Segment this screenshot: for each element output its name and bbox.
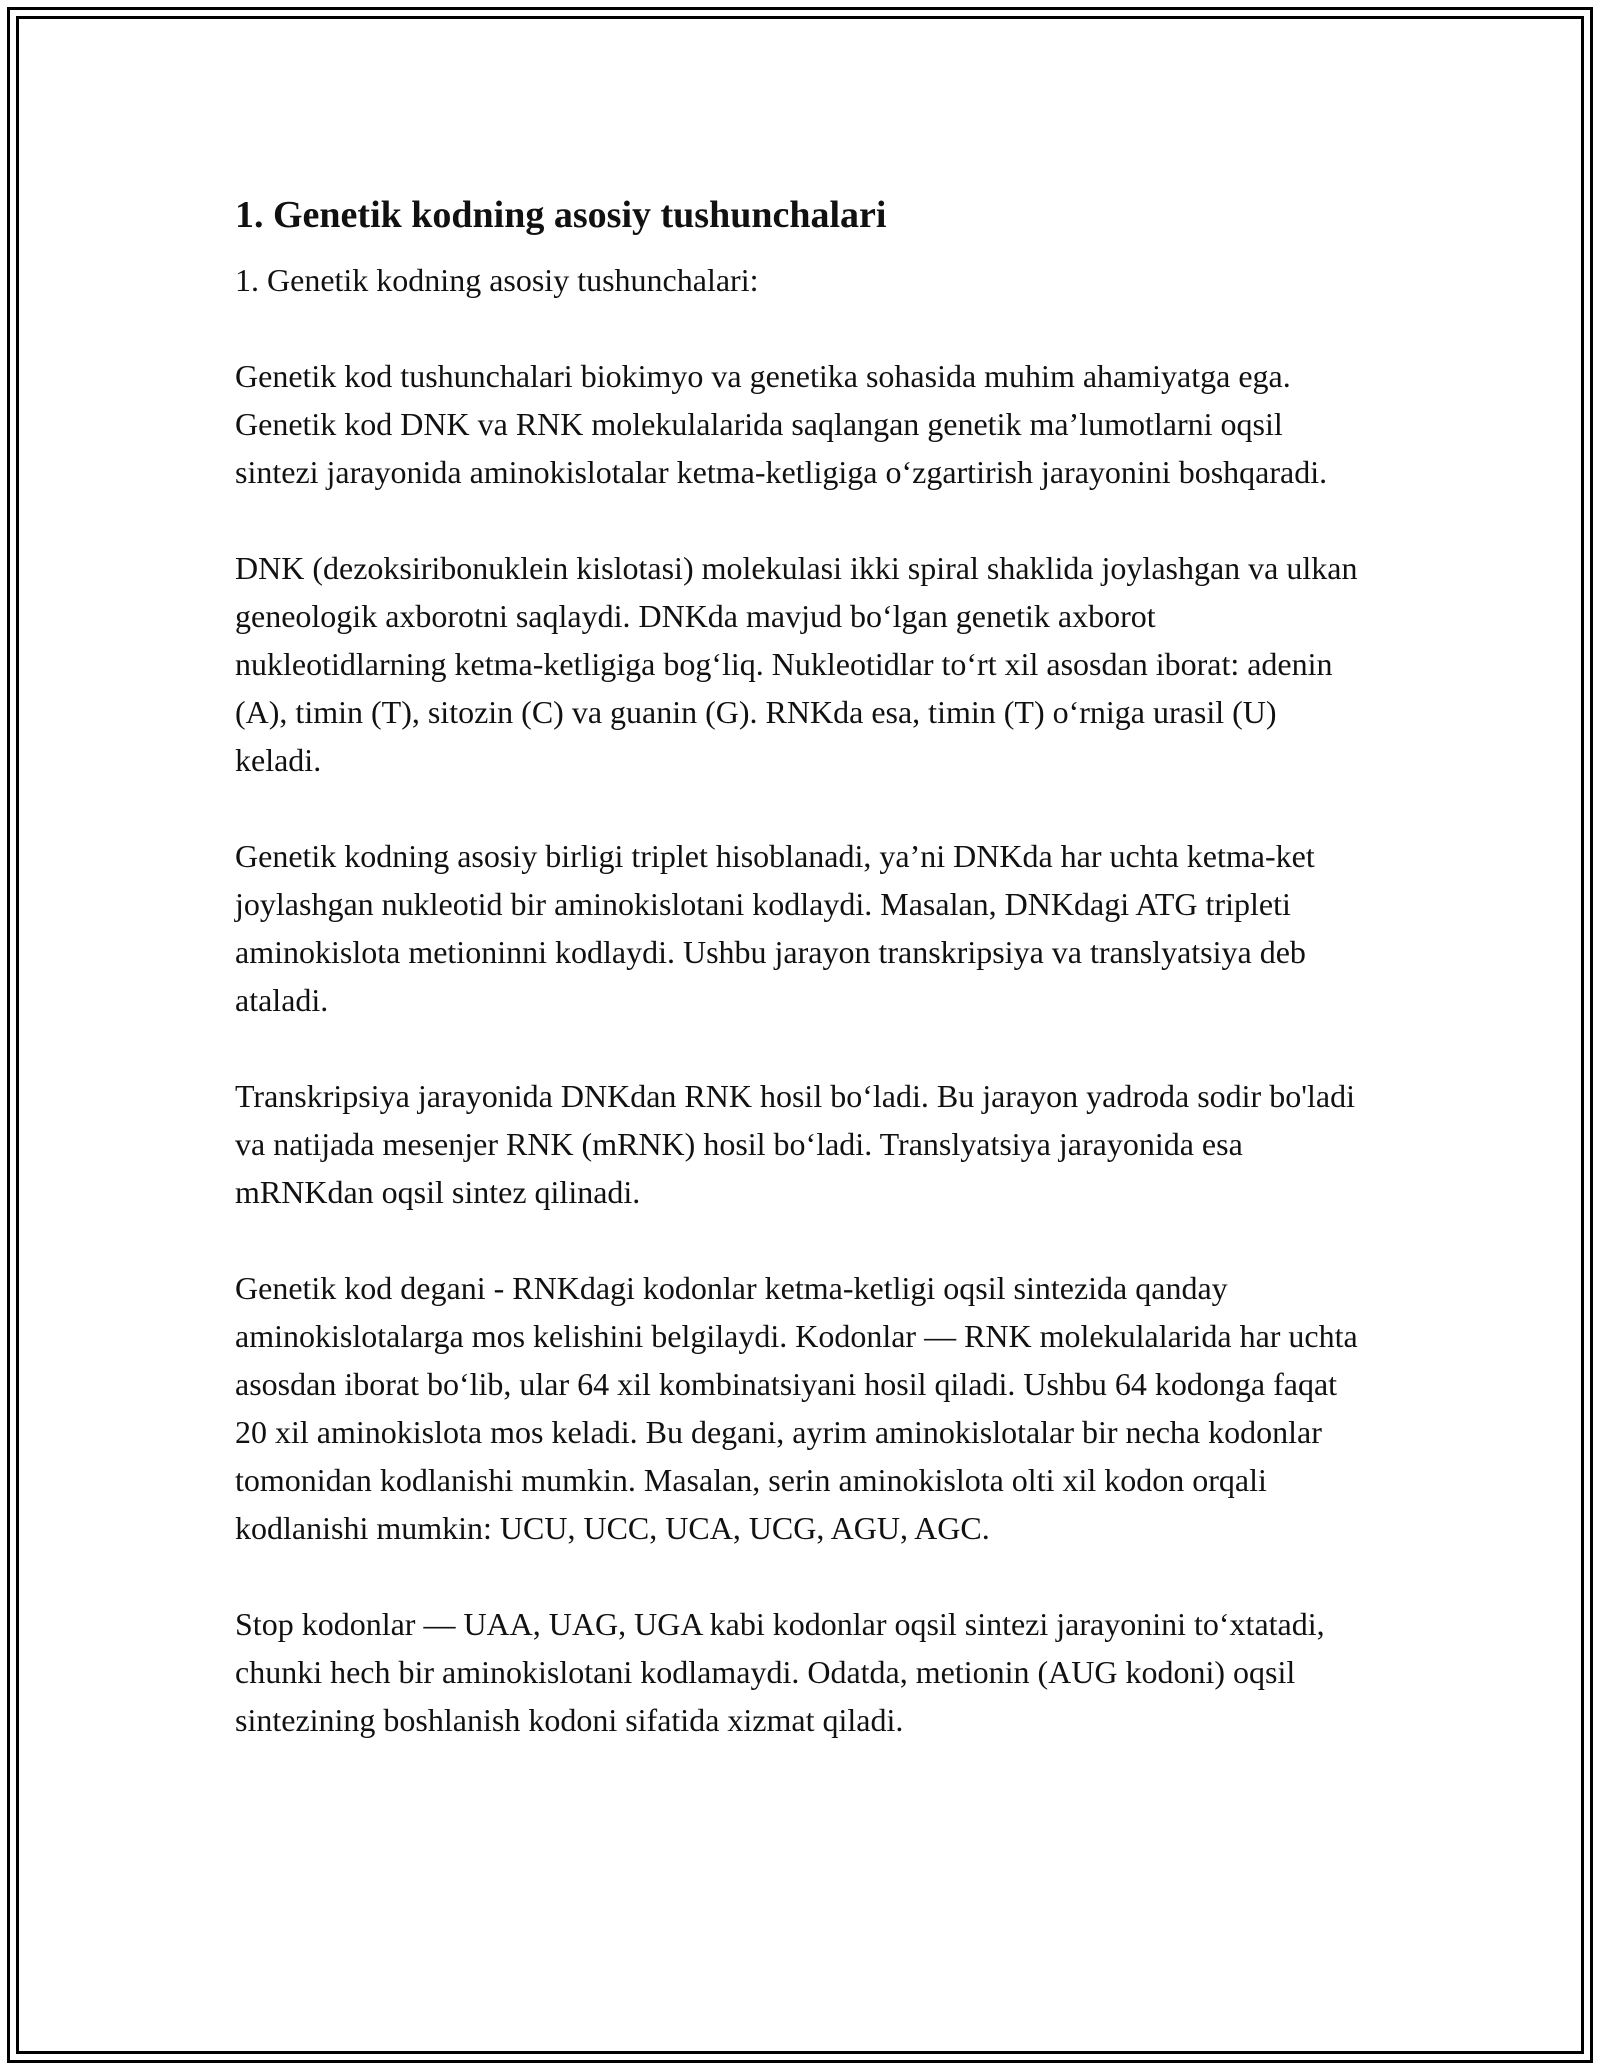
paragraph-transcription: Transkripsiya jarayonida DNKdan RNK hosil bo‘ladi. Bu jarayon yadroda sodir bo'ladi va natijada mesenjer RNK (mRNK) hosil bo‘ladi. Translyatsiya jarayonida esa mRNKdan oqsil sintez qilinadi. — [235, 1078, 1355, 1210]
section-heading: 1. Genetik kodning asosiy tushunchalari — [235, 194, 887, 236]
paragraph-dna: DNK (dezoksiribonuklein kislotasi) molekulasi ikki spiral shaklida joylashgan va ulkan geneologik axborotni saqlaydi. DNKda mavjud bo‘lgan genetik axborot nukleotidlarning ketma-ketligiga bog‘liq. Nukleotidlar to‘rt xil asosdan iborat: adenin (A), timin (T), sitozin (C) va guanin (G). RNKda esa, timin (T) o‘rniga urasil (U) keladi. — [235, 550, 1358, 778]
document-body — [235, 186, 1365, 1792]
paragraph-codons: Genetik kod degani - RNKdagi kodonlar ketma-ketligi oqsil sintezida qanday aminokislotalarga mos kelishini belgilaydi. Kodonlar — RNK molekulalarida har uchta asosdan iborat bo‘lib, ular 64 xil kombinatsiyani hosil qiladi. Ushbu 64 kodonga faqat 20 xil aminokislota mos keladi. Bu degani, ayrim aminokislotalar bir necha kodonlar tomonidan kodlanishi mumkin. Masalan, serin aminokislota olti xil kodon orqali kodlanishi mumkin: UCU, UCC, UCA, UCG, AGU, AGC. — [235, 1270, 1358, 1546]
paragraph-intro: 1. Genetik kodning asosiy tushunchalari: — [235, 262, 759, 298]
paragraph-stop-codons: Stop kodonlar — UAA, UAG, UGA kabi kodonlar oqsil sintezi jarayonini to‘xtatadi, chunki hech bir aminokislotani kodlamaydi. Odatda, metionin (AUG kodoni) oqsil sintezining boshlanish kodoni sifatida xizmat qiladi. — [235, 1606, 1325, 1738]
paragraph-genetic-code: Genetik kod tushunchalari biokimyo va genetika sohasida muhim ahamiyatga ega. Genetik kod DNK va RNK molekulalarida saqlangan genetik ma’lumotlarni oqsil sintezi jarayonida aminokislotalar ketma-ketligiga o‘zgartirish jarayonini boshqaradi. — [235, 358, 1328, 490]
paragraph-triplet: Genetik kodning asosiy birligi triplet hisoblanadi, ya’ni DNKda har uchta ketma-ket joylashgan nukleotid bir aminokislotani kodlaydi. Masalan, DNKdagi ATG tripleti aminokislota metioninni kodlaydi. Ushbu jarayon transkripsiya va translyatsiya deb ataladi. — [235, 838, 1315, 1018]
